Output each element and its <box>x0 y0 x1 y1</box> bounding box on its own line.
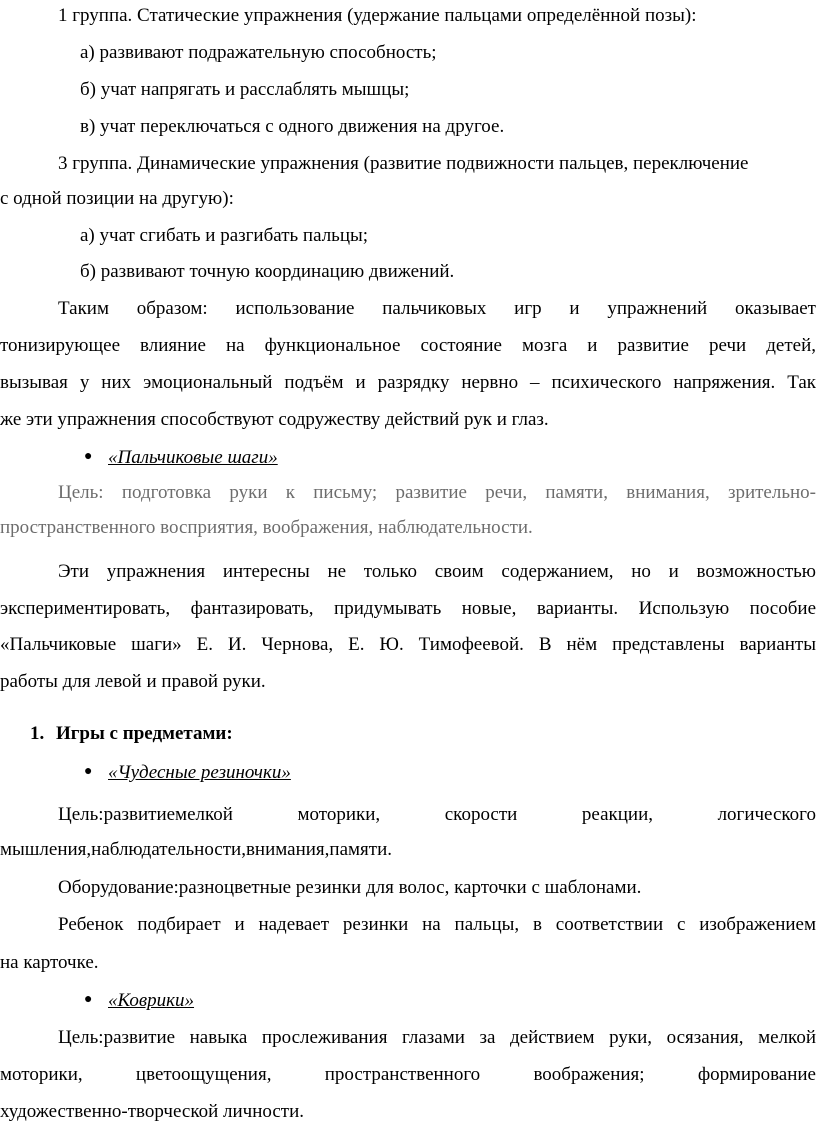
group3-heading-line1: 3 группа. Динамические упражнения (развитие подвижности пальцев, переключение <box>58 153 749 174</box>
rubber-goal-line1 <box>58 803 816 827</box>
steps-goal-line1: Цель: подготовка руки к письму; развитие речи, памяти, внимания, зрительно- <box>58 482 816 503</box>
mats-goal-line3: художественно-творческой личности. <box>0 1101 304 1122</box>
mats-goal-line2: моторики, цветоощущения, пространственного воображения; формирование <box>0 1064 816 1085</box>
interest-line2: экспериментировать, фантазировать, придумывать новые, варианты. Использую пособие <box>0 598 816 619</box>
rubber-desc-line2: на карточке. <box>0 952 99 973</box>
group3-item-a: а) учат сгибать и разгибать пальцы; <box>80 225 369 246</box>
steps-title: «Пальчиковые шаги» <box>108 447 278 468</box>
rubber-goal-line1-text: Цель:развитиемелкой моторики, скорости реакции, логического <box>58 804 816 825</box>
group1-item-a: а) развивают подражательную способность; <box>80 42 437 63</box>
group3-item-b: б) развивают точную координацию движений. <box>80 261 455 282</box>
steps-goal-line2: пространственного восприятия, воображения, наблюдательности. <box>0 517 533 538</box>
conclusion-line4: же эти упражнения способствуют содружеству действий рук и глаз. <box>0 409 549 430</box>
group1-item-c: в) учат переключаться с одного движения на другое. <box>80 116 505 137</box>
bullet-icon: ● <box>84 449 93 464</box>
group1-item-b: б) учат напрягать и расслаблять мышцы; <box>80 79 410 100</box>
section1-number: 1. <box>30 723 45 744</box>
conclusion-line1: Таким образом: использование пальчиковых игр и упражнений оказывает <box>58 298 816 319</box>
group3-heading-line2: с одной позиции на другую): <box>0 188 234 209</box>
conclusion-line3: вызывая у них эмоциональный подъём и разрядку нервно – психического напряжения. Так <box>0 372 816 393</box>
interest-line4: работы для левой и правой руки. <box>0 671 266 692</box>
interest-line1: Эти упражнения интересны не только своим содержанием, но и возможностью <box>58 561 816 582</box>
interest-line3: «Пальчиковые шаги» Е. И. Чернова, Е. Ю. Тимофеевой. В нём представлены варианты <box>0 634 816 655</box>
rubber-desc-line1: Ребенок подбирает и надевает резинки на пальцы, в соответствии с изображением <box>58 914 816 935</box>
group1-heading: 1 группа. Статические упражнения (удержание пальцами определённой позы): <box>58 5 697 26</box>
mats-title: «Коврики» <box>108 990 195 1011</box>
bullet-icon: ● <box>84 764 93 779</box>
bullet-icon: ● <box>84 992 93 1007</box>
rubber-equipment: Оборудование:разноцветные резинки для волос, карточки с шаблонами. <box>58 877 642 898</box>
rubber-goal-line2: мышления,наблюдательности,внимания,памяти. <box>0 839 392 860</box>
mats-goal-line1: Цель:развитие навыка прослеживания глазами за действием руки, осязания, мелкой <box>58 1027 816 1048</box>
rubber-title: «Чудесные резиночки» <box>108 762 291 783</box>
section1-title: Игры с предметами: <box>56 723 233 744</box>
conclusion-line2: тонизирующее влияние на функциональное состояние мозга и развитие речи детей, <box>0 335 816 356</box>
